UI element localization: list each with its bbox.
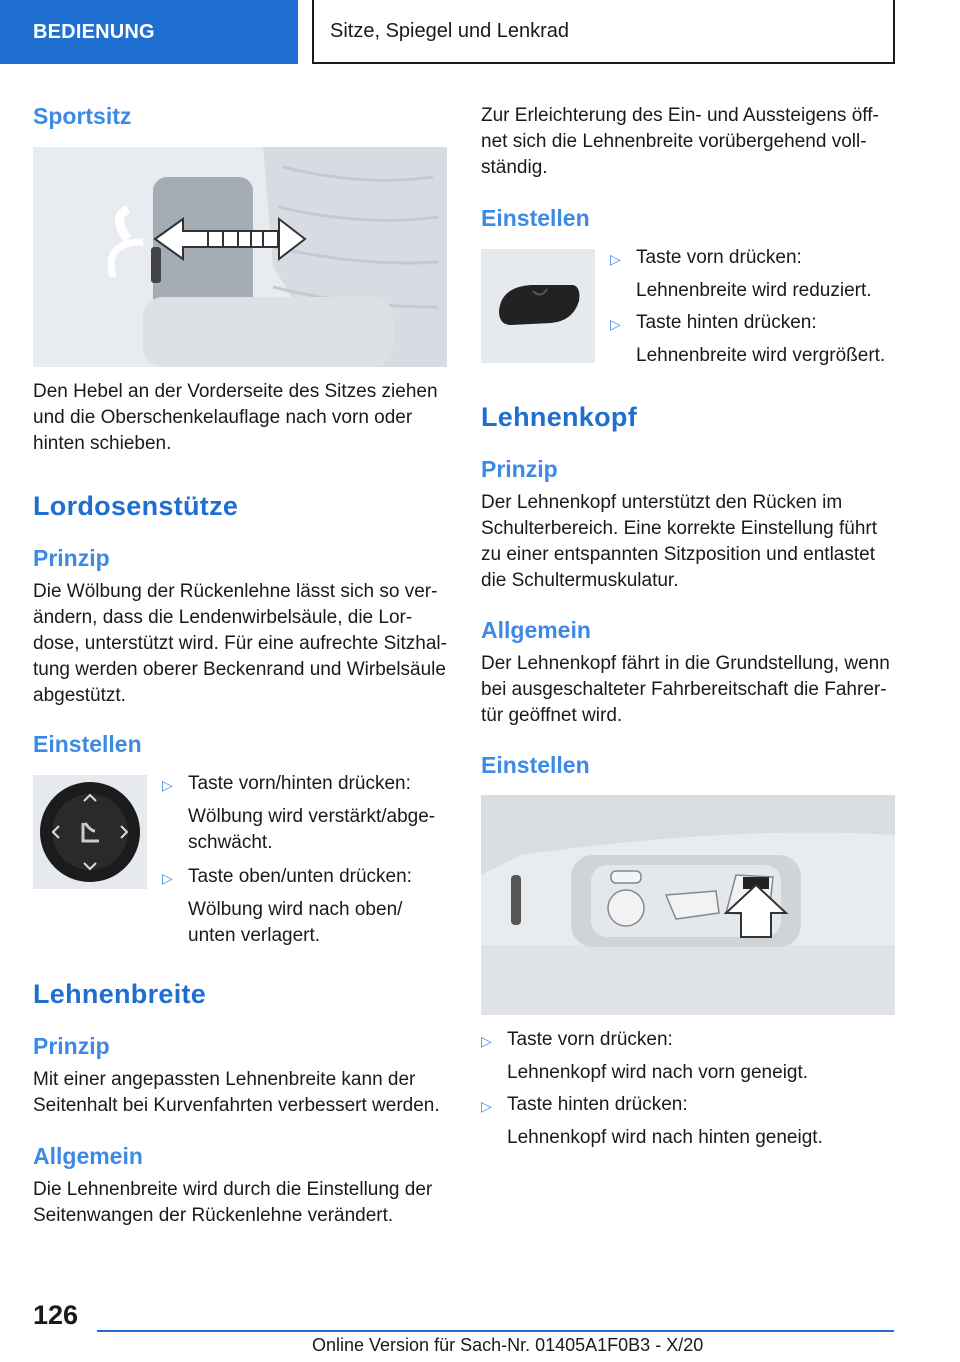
bullet-label: Taste vorn drücken: [507,1029,673,1050]
breite-einstellen-heading: Einstellen [481,205,590,231]
bullet-desc-line: Lehnenbreite wird reduziert. [636,280,872,301]
lordose-bullet-1 [162,771,452,798]
intro-text-line-2: net sich die Lehnenbreite vorübergehend voll- [481,131,867,152]
lehnenkopf-prinzip-line-4: die Schultermuskulatur. [481,570,679,591]
bullet-label: Taste vorn drücken: [636,247,802,268]
lordose-text-line-3: dose, unterstützt wird. Für eine aufrechte Sitzhal- [33,633,447,654]
lehnenkopf-heading: Lehnenkopf [481,402,637,432]
header-section-tab: BEDIENUNG [0,0,298,64]
lehnenkopf-prinzip-heading: Prinzip [481,456,558,482]
kopf-bullet-1 [481,1027,901,1054]
bullet-triangle-icon: ▷ [162,777,173,793]
bullet-desc-line: Lehnenkopf wird nach vorn geneigt. [507,1062,809,1083]
breite-switch-figure [481,249,595,363]
bullet-desc-line: schwächt. [188,832,273,853]
lehnenkopf-einstellen-heading: Einstellen [481,752,590,778]
bullet-desc-line: Wölbung wird nach oben/ [188,899,403,920]
lehnenkopf-allgemein-line-3: tür geöffnet wird. [481,705,623,726]
header-chapter-title: Sitze, Spiegel und Lenkrad [312,0,895,64]
lehnenbreite-allgemein-line-1: Die Lehnenbreite wird durch die Einstellung der [33,1179,433,1200]
lehnenbreite-allgemein-heading: Allgemein [33,1143,143,1169]
sportsitz-heading: Sportsitz [33,103,132,129]
lehnenbreite-allgemein-line-2: Seitenwangen der Rückenlehne verändert. [33,1205,394,1226]
lehnenbreite-prinzip-line-1: Mit einer angepassten Lehnenbreite kann der [33,1069,416,1090]
bullet-desc-line: Lehnenbreite wird vergrößert. [636,345,886,366]
breite-bullet-1 [610,245,900,272]
lehnenkopf-prinzip-line-3: zu einer entspannten Sitzposition und entlastet [481,544,875,565]
seat-controls-illustration [481,795,895,1015]
lordose-switch-figure [33,775,147,889]
lordose-text-line-2: ändern, dass die Lendenwirbelsäule, die Lor- [33,607,413,628]
bullet-triangle-icon: ▷ [481,1033,492,1049]
lehnenbreite-prinzip-heading: Prinzip [33,1033,110,1059]
lehnenkopf-allgemein-heading: Allgemein [481,617,591,643]
sportsitz-figure [33,147,447,367]
lehnenkopf-prinzip-line-1: Der Lehnenkopf unterstützt den Rücken im [481,492,843,513]
bullet-triangle-icon: ▷ [481,1098,492,1114]
sportsitz-text-line-2: und die Oberschenkelauflage nach vorn oder [33,407,413,428]
lordosenstuetze-heading: Lordosenstütze [33,491,239,521]
lordose-text-line-1: Die Wölbung der Rückenlehne lässt sich so ver- [33,581,438,602]
footer-online-version: Online Version für Sach-Nr. 01405A1F0B3 - X/20 [312,1335,704,1355]
bullet-desc-line: Lehnenkopf wird nach hinten geneigt. [507,1127,823,1148]
lumbar-switch-illustration [33,775,147,889]
intro-text-line-3: ständig. [481,157,548,178]
bullet-label: Taste hinten drücken: [636,312,817,333]
bullet-triangle-icon: ▷ [610,251,621,267]
bullet-label: Taste vorn/hinten drücken: [188,773,411,794]
lehnenkopf-prinzip-line-2: Schulterbereich. Eine korrekte Einstellung führt [481,518,878,539]
lordose-bullet-2 [162,864,452,891]
lehnenkopf-controls-figure [481,795,895,1015]
lehnenkopf-allgemein-line-1: Der Lehnenkopf fährt in die Grundstellung, wenn [481,653,890,674]
footer-divider [97,1330,894,1332]
lehnenkopf-allgemein-line-2: bei ausgeschalteter Fahrbereitschaft die Fahrer- [481,679,887,700]
page-number: 126 [33,1300,79,1330]
sportsitz-text-line-1: Den Hebel an der Vorderseite des Sitzes ziehen [33,381,438,402]
seat-thigh-support-illustration [33,147,447,367]
lordose-prinzip-heading: Prinzip [33,545,110,571]
sportsitz-text-line-3: hinten schieben. [33,433,172,454]
bullet-triangle-icon: ▷ [610,316,621,332]
kopf-bullet-2 [481,1092,901,1119]
bullet-label: Taste hinten drücken: [507,1094,688,1115]
bullet-desc-line: Wölbung wird verstärkt/abge- [188,806,436,827]
lehnenbreite-heading: Lehnenbreite [33,979,207,1009]
lordose-text-line-5: abgestützt. [33,685,126,706]
intro-text-line-1: Zur Erleichterung des Ein- und Aussteigens öff- [481,105,879,126]
lehnenbreite-prinzip-line-2: Seitenhalt bei Kurvenfahrten verbessert werden. [33,1095,440,1116]
lordose-einstellen-heading: Einstellen [33,731,142,757]
width-switch-illustration [481,249,595,363]
bullet-label: Taste oben/unten drücken: [188,866,412,887]
breite-bullet-2 [610,310,900,337]
bullet-triangle-icon: ▷ [162,870,173,886]
bullet-desc-line: unten verlagert. [188,925,321,946]
lordose-text-line-4: tung werden oberer Beckenrand und Wirbelsäule [33,659,446,680]
